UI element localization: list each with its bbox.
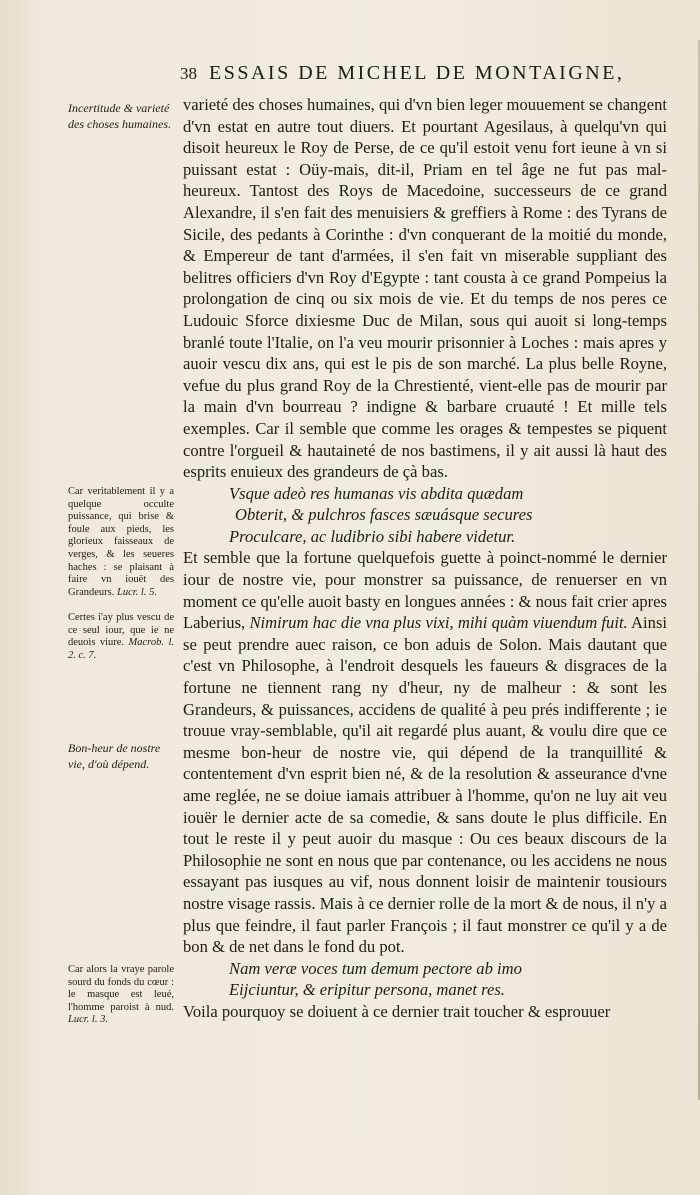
verse-line: Nam veræ voces tum demum pectore ab imo [229,958,522,978]
verse-line: Vsque adeò res humanas vis abdita quædam [229,483,524,503]
latin-quote-laberius: Nimirum hac die vna plus vixi, mihi quàm viuendum fuit. [249,613,628,633]
main-text-column [183,94,667,1023]
citation-lucr-3: Lucr. l. 3. [68,1014,108,1026]
margin-note-bonheur: Bon-heur de nostre vie, d'où dépend. [68,741,161,771]
citation-macrob: Macrob. l. 2. c. 7. [68,637,174,661]
verse-line: Proculcare, ac ludibrio sibi habere videtur. [229,526,516,546]
margin-note-laberius: Certes i'ay plus vescu de ce seul iour, que ie ne deuois viure. Macrob. l. 2. c. 7. [68,612,174,661]
margin-note-lucrece-2: Car alors la vraye parole sourd du fonds du cœur : le masque est leué, l'homme paroist à nud. Lucr. l. 3. [68,964,174,1026]
verse-line: Eijciuntur, & eripitur persona, manet res. [229,980,505,1000]
verse-line: Obterit, & pulchros fasces sæuásque secures [235,505,533,525]
latin-verse-2 [229,958,667,1001]
running-header [180,62,650,85]
latin-verse-1 [229,483,667,548]
paragraph-3: Voila pourquoy se doiuent à ce dernier trait toucher & esprouuer [183,1001,611,1021]
margin-note-lucrece-1: Car veritablement il y a quelque occulte puissance, qui brise & foule aux pieds, les glorieux faisseaux de verges, & les seueres haches : se plaisant à faire vn iouët des Grandeurs. Lucr. l. 5. [68,486,174,598]
running-title: ESSAIS DE MICHEL DE MONTAIGNE, [209,62,625,84]
paragraph-2: Et semble que la fortune quelquefois guette à poinct-nommé le dernier iour de nostre vie, pour monstrer sa puissance, de renuerser en vn moment ce qu'elle auoit basty en longues années : & nous fait crier apres Laberius, Nimirum hac die vna plus vixi, mihi quàm viuendum fuit. Ainsi se peut prendre auec raison, ce bon aduis de Solon. Mais dautant que c'est vn Philosophe, à l'endroit desquels les faueurs & disgraces de la fortune ne tiennent rang ny d'heur, ny de malheur : & sont les Grandeurs, & puissances, accidens de qualité à peu prés indifferente ; ie trouue vray-semblable, qu'il ait regardé plus auant, & voulu dire que ce mesme bon-heur de nostre vie, qui dépend de la tranquillité & contentement d'vn esprit bien né, & de la resolution & asseurance d'vne ame reglée, ne se doiue iamais attribuer à l'homme, qu'on ne luy ait veu iouër le dernier acte de sa comedie, & sans doute le plus difficile. En tout le reste il y peut auoir du masque : Ou ces beaux discours de la Philosophie ne sont en nous que par contenance, ou les accidens ne nous essayant pas iusques au vif, nous donnent loisir de maintenir tousiours nostre visage rassis. Mais à ce dernier rolle de la mort & de nous, il n'y a plus que feindre, il faut parler François ; il faut monstrer ce qu'il y a de bon & de net dans le fond du pot. [183,548,668,957]
citation-lucr-5: Lucr. l. 5. [116,586,157,598]
paragraph-1: varieté des choses humaines, qui d'vn bien leger mouuement se changent d'vn estat en autre tout diuers. Et pourtant Agesilaus, à quelqu'vn qui disoit heureux le Roy de Perse, de ce qu'il estoit venu fort ieune à vn si puissant estat : Oüy-mais, dit-il, Priam en tel âge ne fut pas mal-heureux. Tantost des Roys de Macedoine, successeurs de ce grand Alexandre, il s'en fait des menuisiers & greffiers à Rome : des Tyrans de Sicile, des pedants à Corinthe : d'vn conquerant de la moitié du monde, & Empereur de tant d'armées, il s'en fait vn miserable suppliant des belitres officiers d'vn Roy d'Egypte : tant cousta à ce grand Pompeius la prolongation de cinq ou six mois de vie. Et du temps de nos peres ce Ludouic Sforce dixiesme Duc de Milan, sous qui auoit si long-temps branlé toute l'Italie, on l'a veu mourir prisonnier à Loches : mais apres y auoir vescu dix ans, qui est le pis de son marché. La plus belle Royne, vefue du plus grand Roy de la Chrestienté, vient-elle pas de mourir par la main d'vn bourreau ? indigne & barbare cruauté ! Et mille tels exemples. Car il semble que comme les orages & tempestes se piquent contre l'orgueil & hautaineté de nos bastimens, il y ait aussi là haut des esprits enuieux des grandeurs de çà bas. [183,95,667,482]
margin-note-incertitude: Incertitude & varieté des choses humaines. [68,101,171,131]
page-number: 38 [180,64,197,83]
